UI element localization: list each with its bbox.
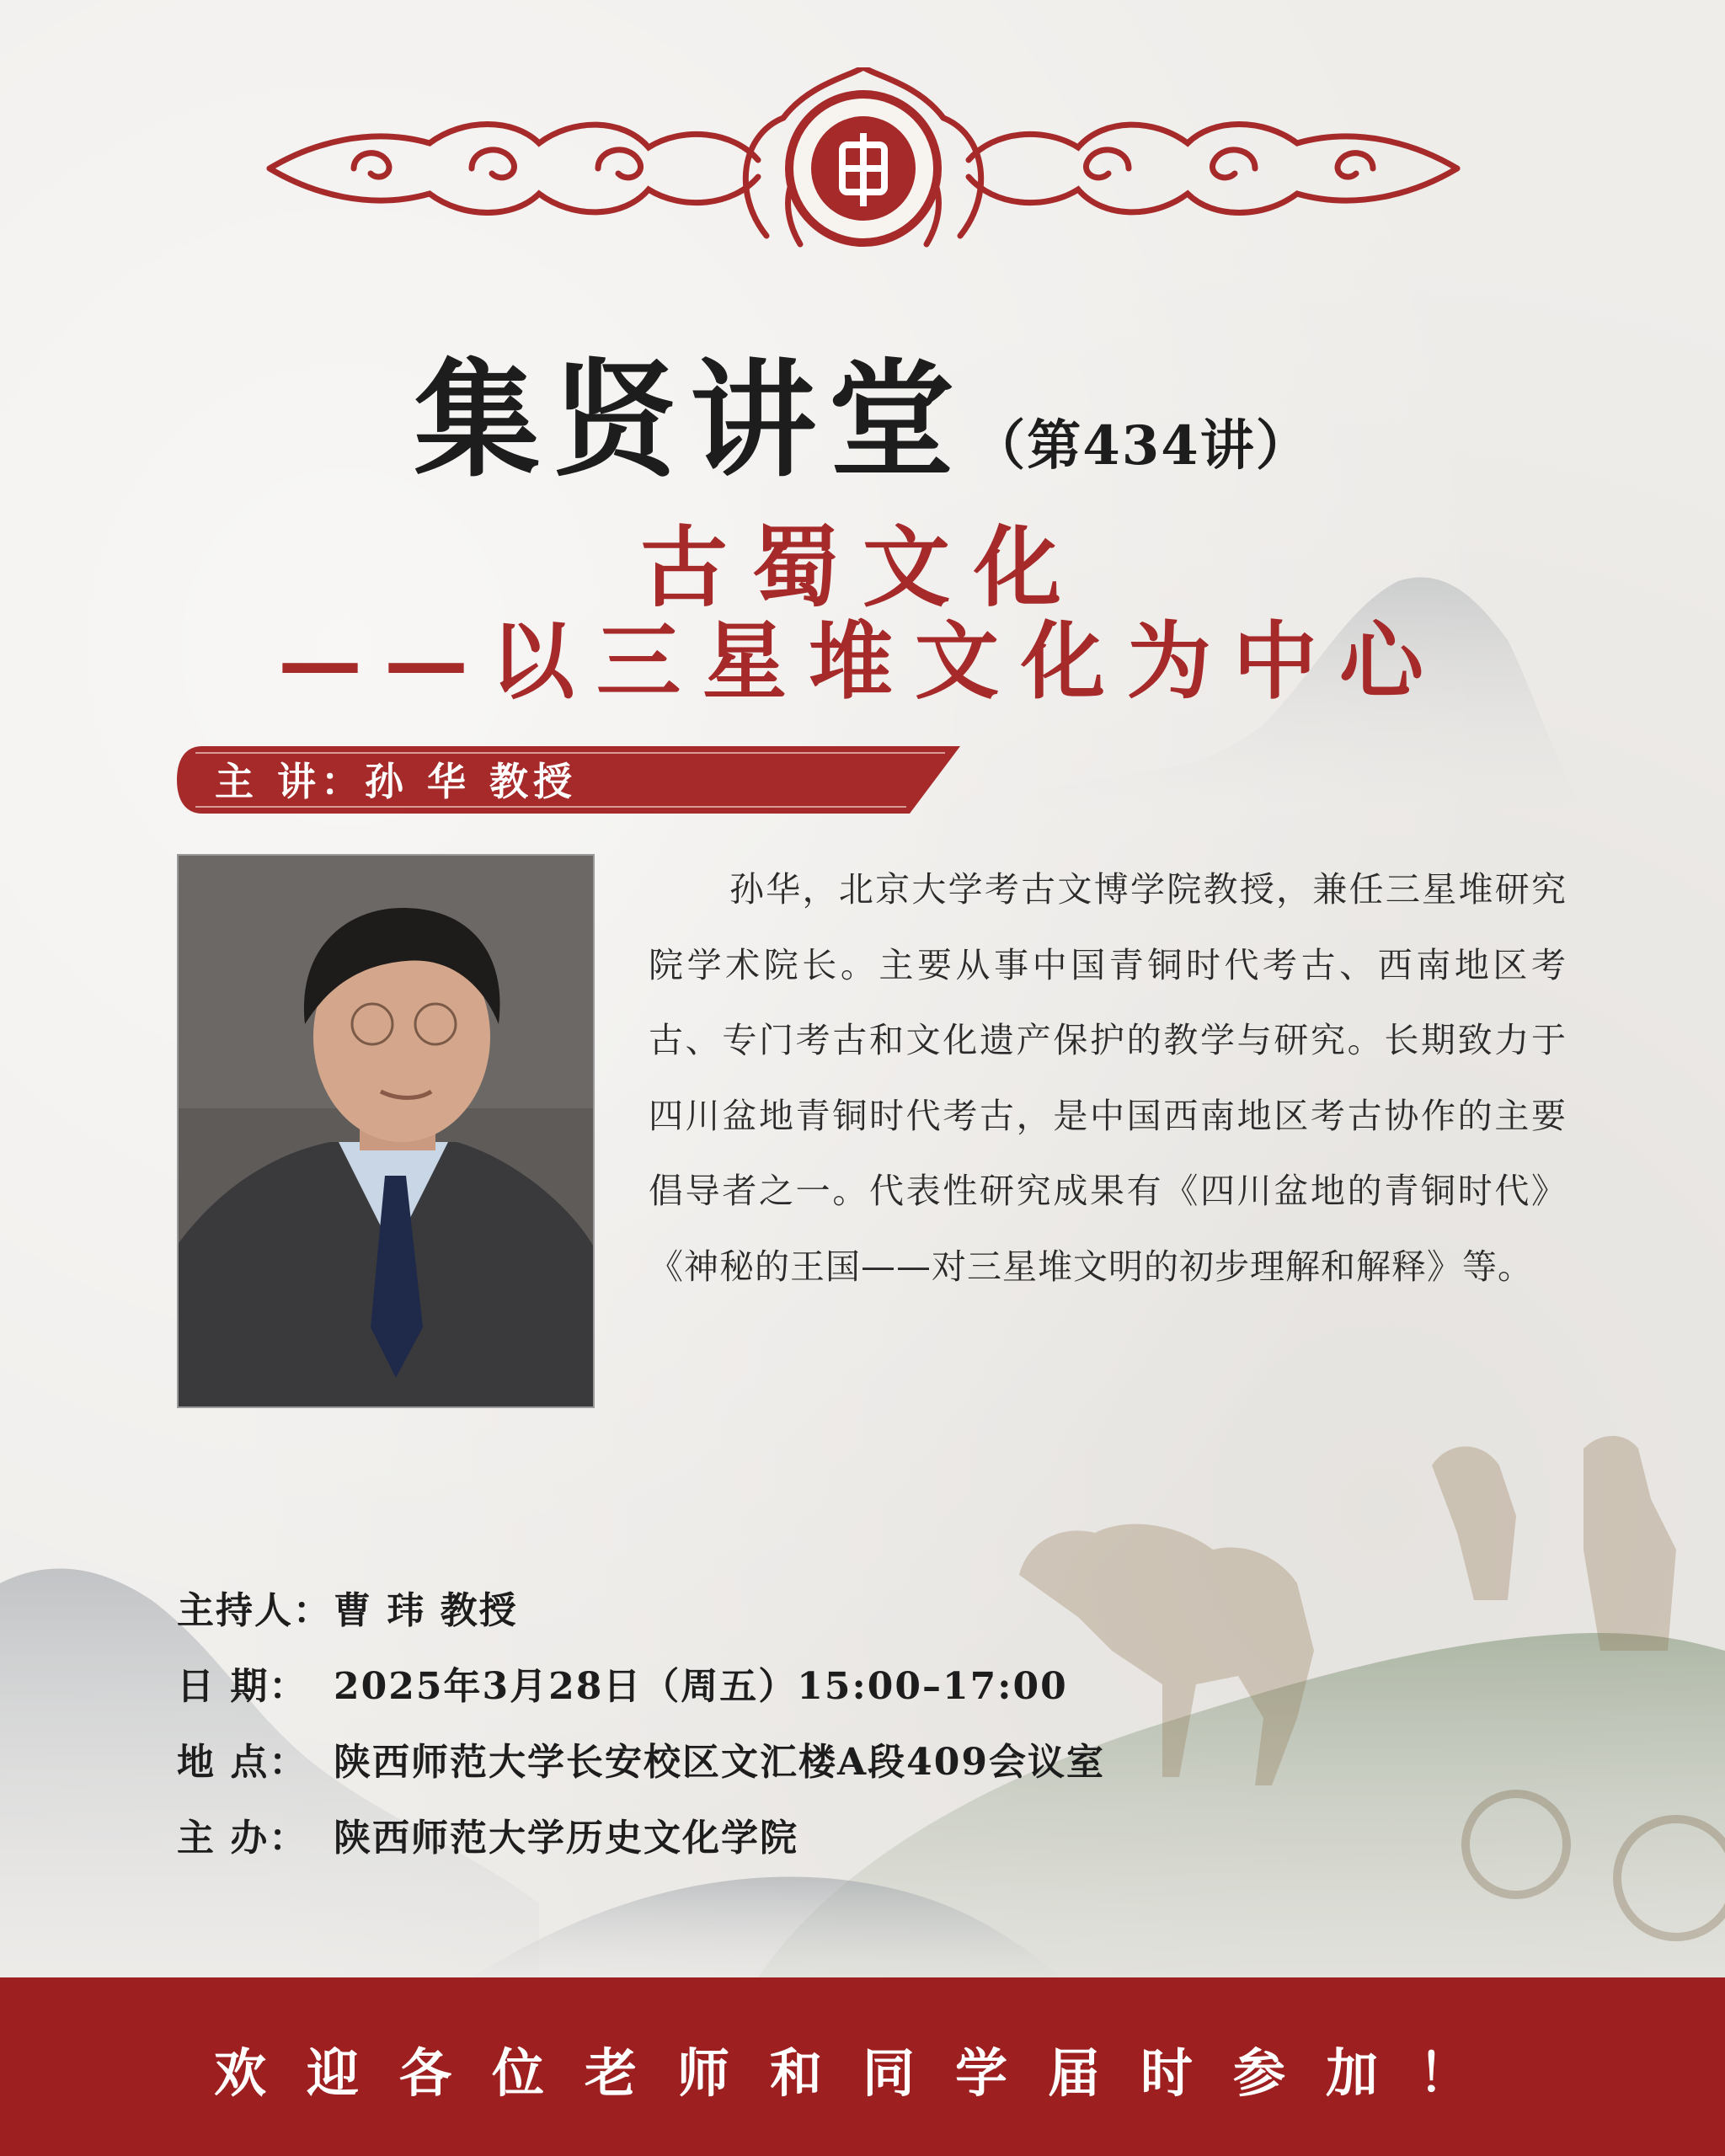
cloud-ornament-seal [261, 67, 1466, 270]
topic-subtitle: ——以三星堆文化为中心 [278, 611, 1445, 711]
date-label: 日 期： [177, 1665, 308, 1708]
topic-title: 古蜀文化 [639, 515, 1085, 619]
host-row [177, 1580, 518, 1634]
place-value: 陕西师范大学长安校区文汇楼A段409会议室 [334, 1741, 1105, 1784]
speaker-label: 主 讲：孙 华 教授 [215, 759, 578, 804]
place-row [177, 1732, 1105, 1785]
speaker-photo [177, 854, 595, 1408]
title-row [0, 318, 1725, 494]
organizer-row [177, 1807, 798, 1861]
welcome-message: 欢迎各位老师和同学届时参加！ [213, 2042, 1511, 2104]
host-label: 主持人： [177, 1589, 332, 1632]
organizer-label: 主 办： [177, 1817, 308, 1860]
speaker-bio: 孙华，北京大学考古文博学院教授，兼任三星堆研究院学术院长。主要从事中国青铜时代考古、西南地区考古、专门考古和文化遗产保护的教学与研究。长期致力于四川盆地青铜时代考古，是中国西南地区考古协作的主要倡导者之一。代表性研究成果有《四川盆地的青铜时代》《神秘的王国——对三星堆文明的初步理解和解释》等。 [649, 869, 1567, 1287]
host-value: 曹 玮 教授 [334, 1589, 518, 1632]
organizer-value: 陕西师范大学历史文化学院 [334, 1817, 798, 1860]
date-row [177, 1656, 1068, 1710]
lecture-number: （第434讲） [971, 414, 1311, 478]
speaker-portrait [179, 856, 595, 1408]
place-label: 地 点： [177, 1741, 308, 1784]
main-title: 集贤讲堂 [414, 346, 967, 494]
date-value: 2025年3月28日（周五）15:00–17:00 [334, 1665, 1068, 1708]
